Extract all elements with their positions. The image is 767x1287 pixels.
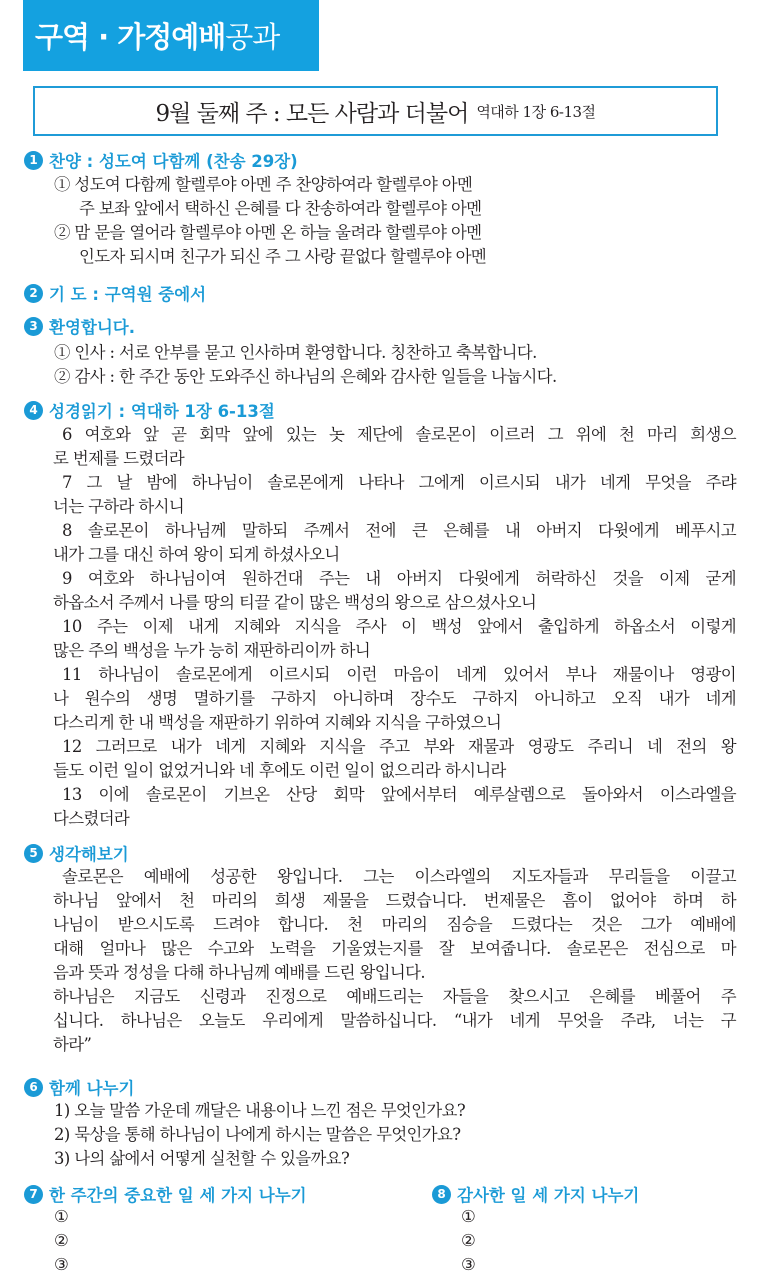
- verse-line: 너는 구하라 하시니: [53, 497, 185, 516]
- blank-item: ②: [54, 1231, 69, 1250]
- section-important-heading: [24, 1182, 307, 1206]
- verse-line: 12 그러므로 내가 네게 지혜와 지식을 주고 부와 재물과 영광도 주리니 네 전의 왕: [62, 737, 736, 756]
- verse-line: 많은 주의 백성을 누가 능히 재판하리이까 하니: [53, 641, 371, 660]
- section-title: 기 도 : 구역원 중에서: [49, 285, 207, 304]
- banner-subtitle: 공과: [225, 20, 280, 54]
- verse-line: 8 솔로몬이 하나님께 말하되 주께서 전에 큰 은혜를 내 아버지 다윗에게 베푸시고: [62, 521, 736, 540]
- banner-title: 구역 · 가정예배: [35, 20, 226, 54]
- section-number-badge: 4: [24, 401, 43, 420]
- section-reflect-heading: [24, 841, 129, 865]
- section-share-heading: [24, 1075, 134, 1099]
- reflection-line: 십니다. 하나님은 오늘도 우리에게 말씀하십니다. “내가 네게 무엇을 주랴, 너는 구: [53, 1011, 736, 1030]
- verse-line: 다스리게 한 내 백성을 재판하기 위하여 지혜와 지식을 구하였으니: [53, 713, 502, 732]
- blank-item: ③: [461, 1255, 476, 1274]
- header-banner: [23, 0, 319, 71]
- hymn-line: ② 맘 문을 열어라 할렐루야 아멘 온 하늘 울려라 할렐루야 아멘: [54, 223, 482, 242]
- verse-line: 6 여호와 앞 곧 회막 앞에 있는 놋 제단에 솔로몬이 이르러 그 위에 천 마리 희생으: [62, 425, 736, 444]
- verse-line: 10 주는 이제 내게 지혜와 지식을 주사 이 백성 앞에서 출입하게 하옵소서 이렇게: [62, 617, 736, 636]
- blank-item: ②: [461, 1231, 476, 1250]
- lesson-scripture-ref: 역대하 1장 6-13절: [476, 102, 596, 121]
- verse-line: 9 여호와 하나님이여 원하건대 주는 내 아버지 다윗에게 허락하신 것을 이제 굳게: [62, 569, 736, 588]
- question-line: 2) 묵상을 통해 하나님이 나에게 하시는 말씀은 무엇인가요?: [54, 1125, 461, 1144]
- section-title: 환영합니다.: [49, 318, 135, 337]
- verse-line: 13 이에 솔로몬이 기브온 산당 회막 앞에서부터 예루살렘으로 돌아와서 이스라엘을: [62, 785, 736, 804]
- welcome-line: ① 인사 : 서로 안부를 묻고 인사하며 환영합니다. 칭찬하고 축복합니다.: [54, 343, 537, 362]
- section-title: 생각해보기: [49, 845, 129, 864]
- section-number-badge: 2: [24, 284, 43, 303]
- section-title: 감사한 일 세 가지 나누기: [457, 1186, 640, 1205]
- section-number-badge: 5: [24, 844, 43, 863]
- blank-item: ①: [54, 1207, 69, 1226]
- hymn-line: 주 보좌 앞에서 택하신 은혜를 다 찬송하여라 할렐루야 아멘: [79, 199, 482, 218]
- section-title: 찬양 : 성도여 다함께 (찬송 29장): [49, 152, 298, 171]
- hymn-line: ① 성도여 다함께 할렐루야 아멘 주 찬양하여라 할렐루야 아멘: [54, 175, 473, 194]
- lesson-title-box: [33, 86, 718, 136]
- verse-line: 다스렸더라: [53, 809, 130, 828]
- reflection-line: 음과 뜻과 정성을 다해 하나님께 예배를 드린 왕입니다.: [53, 963, 426, 982]
- verse-line: 내가 그를 대신 하여 왕이 되게 하셨사오니: [53, 545, 340, 564]
- reflection-line: 솔로몬은 예배에 성공한 왕입니다. 그는 이스라엘의 지도자들과 무리들을 이끌고: [62, 867, 736, 886]
- hymn-line: 인도자 되시며 친구가 되신 주 그 사랑 끝없다 할렐루야 아멘: [79, 247, 487, 266]
- verse-line: 7 그 날 밤에 하나님이 솔로몬에게 나타나 그에게 이르시되 내가 네게 무엇을 주랴: [62, 473, 736, 492]
- blank-item: ③: [54, 1255, 69, 1274]
- reflection-line: 대해 얼마나 많은 수고와 노력을 기울였는지를 잘 보여줍니다. 솔로몬은 전심으로 마: [53, 939, 736, 958]
- verse-line: 하옵소서 주께서 나를 땅의 티끌 같이 많은 백성의 왕으로 삼으셨사오니: [53, 593, 537, 612]
- verse-line: 나 원수의 생명 멸하기를 구하지 아니하며 장수도 구하지 아니하고 오직 내가 네게: [53, 689, 736, 708]
- section-welcome-heading: [24, 314, 135, 338]
- section-prayer-heading: [24, 281, 206, 305]
- section-title: 성경읽기 : 역대하 1장 6-13절: [49, 402, 275, 421]
- reflection-line: 하라”: [53, 1035, 92, 1054]
- question-line: 1) 오늘 말씀 가운데 깨달은 내용이나 느낀 점은 무엇인가요?: [54, 1101, 466, 1120]
- section-number-badge: 6: [24, 1078, 43, 1097]
- section-number-badge: 3: [24, 317, 43, 336]
- verse-line: 11 하나님이 솔로몬에게 이르시되 이런 마음이 네게 있어서 부나 재물이나 영광이: [62, 665, 736, 684]
- section-number-badge: 7: [24, 1185, 43, 1204]
- welcome-line: ② 감사 : 한 주간 동안 도와주신 하나님의 은혜와 감사한 일들을 나눕시다.: [54, 367, 557, 386]
- verse-line: 로 번제를 드렸더라: [53, 449, 185, 468]
- section-thanks-heading: [432, 1182, 639, 1206]
- section-number-badge: 1: [24, 151, 43, 170]
- section-number-badge: 8: [432, 1185, 451, 1204]
- section-title: 함께 나누기: [49, 1079, 135, 1098]
- lesson-title: 9월 둘째 주 : 모든 사람과 더불어: [155, 100, 469, 127]
- question-line: 3) 나의 삶에서 어떻게 실천할 수 있을까요?: [54, 1149, 350, 1168]
- reflection-line: 나님이 받으시도록 드려야 합니다. 천 마리의 짐승을 드렸다는 것은 그가 예배에: [53, 915, 736, 934]
- section-title: 한 주간의 중요한 일 세 가지 나누기: [49, 1186, 307, 1205]
- section-reading-heading: [24, 398, 275, 422]
- blank-item: ①: [461, 1207, 476, 1226]
- verse-line: 들도 이런 일이 없었거니와 네 후에도 이런 일이 없으리라 하시니라: [53, 761, 506, 780]
- reflection-line: 하나님 앞에서 천 마리의 희생 제물을 드렸습니다. 번제물은 흠이 없어야 하며 하: [53, 891, 736, 910]
- section-praise-heading: [24, 148, 298, 172]
- reflection-line: 하나님은 지금도 신령과 진정으로 예배드리는 자들을 찾으시고 은혜를 베풀어 주: [53, 987, 736, 1006]
